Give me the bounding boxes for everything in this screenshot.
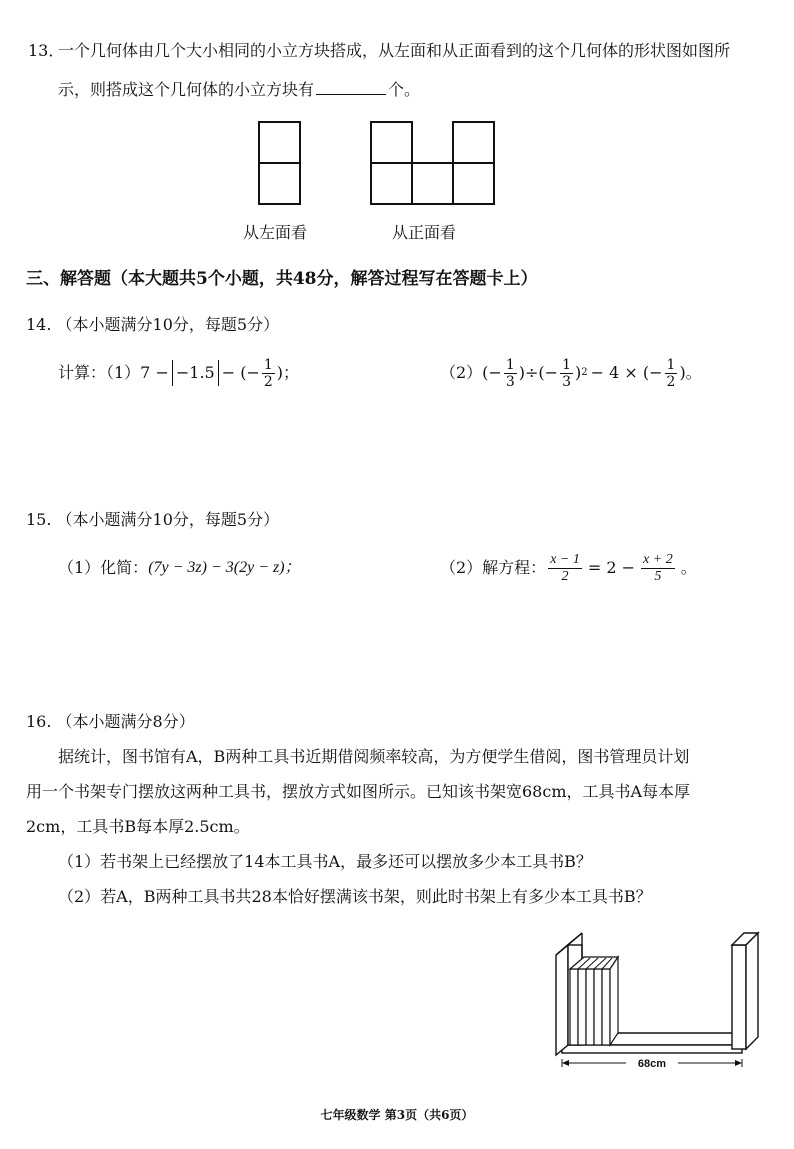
q14-part1-end: )； <box>276 363 300 382</box>
bookshelf-figure <box>548 925 770 1075</box>
q13-line2-end: 个。 <box>388 80 421 99</box>
q15-header: 15. （本小题满分10分，每题5分） <box>26 510 280 529</box>
page-footer: 七年级数学 第3页（共6页） <box>320 1108 474 1122</box>
fraction-denominator: 3 <box>562 373 571 390</box>
section-heading: 三、解答题（本大题共5个小题，共48分，解答过程写在答题卡上） <box>26 269 538 289</box>
q16-paragraph-line2: 用一个书架专门摆放这两种工具书，摆放方式如图所示。已知该书架宽68cm，工具书A每本厚 <box>26 782 691 801</box>
q14-part2-fraction-2 <box>560 358 573 389</box>
q14-part2-mid2: − 4 × (− <box>590 363 663 382</box>
q16-sub-question-2: （2）若A，B两种工具书共28本恰好摆满该书架，则此时书架上有多少本工具书B？ <box>58 887 652 906</box>
q15-part2-mid: = 2 − <box>587 558 636 577</box>
q14-part2-prefix: （2）(− <box>440 363 502 382</box>
q14-part2-exponent: 2 <box>581 367 588 378</box>
q13-line2-text: 示，则搭成这个几何体的小立方块有 <box>58 80 315 99</box>
q14-part1-fraction <box>262 358 275 389</box>
q13-line2 <box>58 79 420 101</box>
fraction-denominator: 2 <box>263 373 273 390</box>
q15-part2 <box>440 548 697 588</box>
left-view-label: 从左面看 <box>243 223 308 242</box>
q14-part1-abs-value: −1.5 <box>175 363 215 382</box>
fraction-numerator: 1 <box>562 356 571 373</box>
abs-bar-right <box>218 360 219 386</box>
abs-bar-left <box>172 360 173 386</box>
q14-part1-mid: − (− <box>221 363 260 382</box>
fraction-denominator: 2 <box>561 568 569 584</box>
q15-part2-prefix: （2）解方程： <box>440 558 547 577</box>
q15-part2-fraction-2 <box>641 553 675 584</box>
q16-paragraph-line3: 2cm，工具书B每本厚2.5cm。 <box>26 817 250 836</box>
left-view-figure <box>255 118 305 208</box>
q13-number: 13． <box>28 41 65 60</box>
q14-part2: （2）(− $\frac{1}{3}$ )÷(− $\frac{1}{3}$ ) 2 − 4 × (− $\frac{1}{2}$ )。 <box>440 356 702 390</box>
q15-part2-fraction-1 <box>548 553 582 584</box>
fraction-numerator: 1 <box>666 356 676 373</box>
q14-header: 14. （本小题满分10分，每题5分） <box>26 315 280 334</box>
q15-part1 <box>58 550 301 586</box>
fraction-numerator: x + 2 <box>643 551 673 567</box>
q15-part1-prefix: （1）化简： <box>58 558 149 577</box>
q16-sub-question-1: （1）若书架上已经摆放了14本工具书A，最多还可以摆放多少本工具书B？ <box>58 852 592 871</box>
shelf-width-label: 68cm <box>637 1058 667 1070</box>
q16-paragraph-line1: 据统计，图书馆有A，B两种工具书近期借阅频率较高，为方便学生借阅，图书管理员计划 <box>58 747 690 766</box>
q14-part1 <box>58 355 299 391</box>
fraction-denominator: 5 <box>654 568 662 584</box>
q14-part2-fraction-3 <box>665 358 678 389</box>
q14-part2-fraction-1 <box>504 358 517 389</box>
fraction-numerator: x − 1 <box>550 551 580 567</box>
q14-part2-end: )。 <box>679 363 702 382</box>
q13-line1: 一个几何体由几个大小相同的小立方块搭成，从左面和从正面看到的这个几何体的形状图如图所 <box>58 41 731 60</box>
q14-part1-prefix: 计算：（1）7 − <box>58 363 169 382</box>
q15-part1-expression: (7y − 3z) − 3(2y − z)； <box>148 559 301 576</box>
q14-part2-mid1: )÷(− <box>518 363 559 382</box>
front-view-figure <box>367 118 499 208</box>
fraction-numerator: 1 <box>263 356 273 373</box>
fraction-denominator: 3 <box>505 373 515 390</box>
q13-answer-blank <box>316 80 386 95</box>
q15-part2-end: 。 <box>680 558 697 577</box>
q16-header: 16. （本小题满分8分） <box>26 712 195 731</box>
fraction-denominator: 2 <box>666 373 676 390</box>
front-view-label: 从正面看 <box>392 223 457 242</box>
fraction-numerator: 1 <box>505 356 515 373</box>
